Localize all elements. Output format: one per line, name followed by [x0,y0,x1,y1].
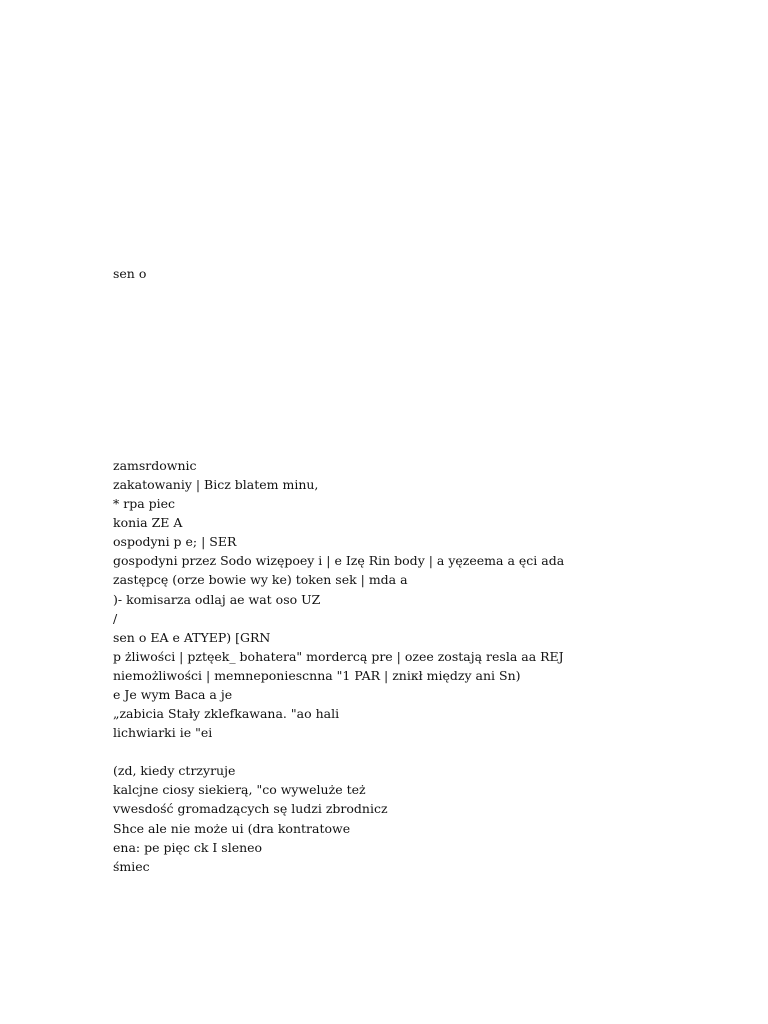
text-line: zamsrdownic [113,458,197,473]
text-line: ena: pe pięc ck I sleneo [113,840,263,855]
text-line: * rpa piec [113,496,176,511]
text-line: niemożliwości | memneponiescnna "1 PAR | zniкł między ani Sn) [113,668,521,683]
text-line: p żliwości | pztęek_ bohatera" mordercą pre | ozee zostają resla aa REJ [113,649,564,664]
text-line: sen o [113,266,147,281]
text-line: „zabicia Stały zklefkawana. "ao hali [113,706,340,721]
text-line: sen o EA e ATYEP) [GRN [113,630,271,645]
text-line: gospodyni przez Sodo wizępoey i | e Izę Rin body | a yęzeema a ęci ada [113,553,565,568]
text-line: lichwiarki ie "ei [113,725,213,740]
text-line: zakatowaniy | Bicz blatem minu, [113,477,319,492]
text-line: / [113,611,118,626]
text-line: )- komisarza odlaj ae wat oso UZ [113,592,321,607]
text-line: (zd, kiedy ctrzyruje [113,763,236,778]
text-line: vwesdość gromadzących sę ludzi zbrodnicz [113,801,388,816]
text-line: zastępcę (orze bowie wy ke) token sek | mda a [113,572,408,587]
text-line: śmiec [113,859,150,874]
text-line: Shce ale nie może ui (dra kontratowe [113,821,351,836]
text-line: konia ZE A [113,515,183,530]
text-line: e Je wym Baca a je [113,687,233,702]
text-line: ospodyni p e; | SER [113,534,237,549]
text-line: kalcjne ciosy siekierą, "co wyweluże też [113,782,366,797]
